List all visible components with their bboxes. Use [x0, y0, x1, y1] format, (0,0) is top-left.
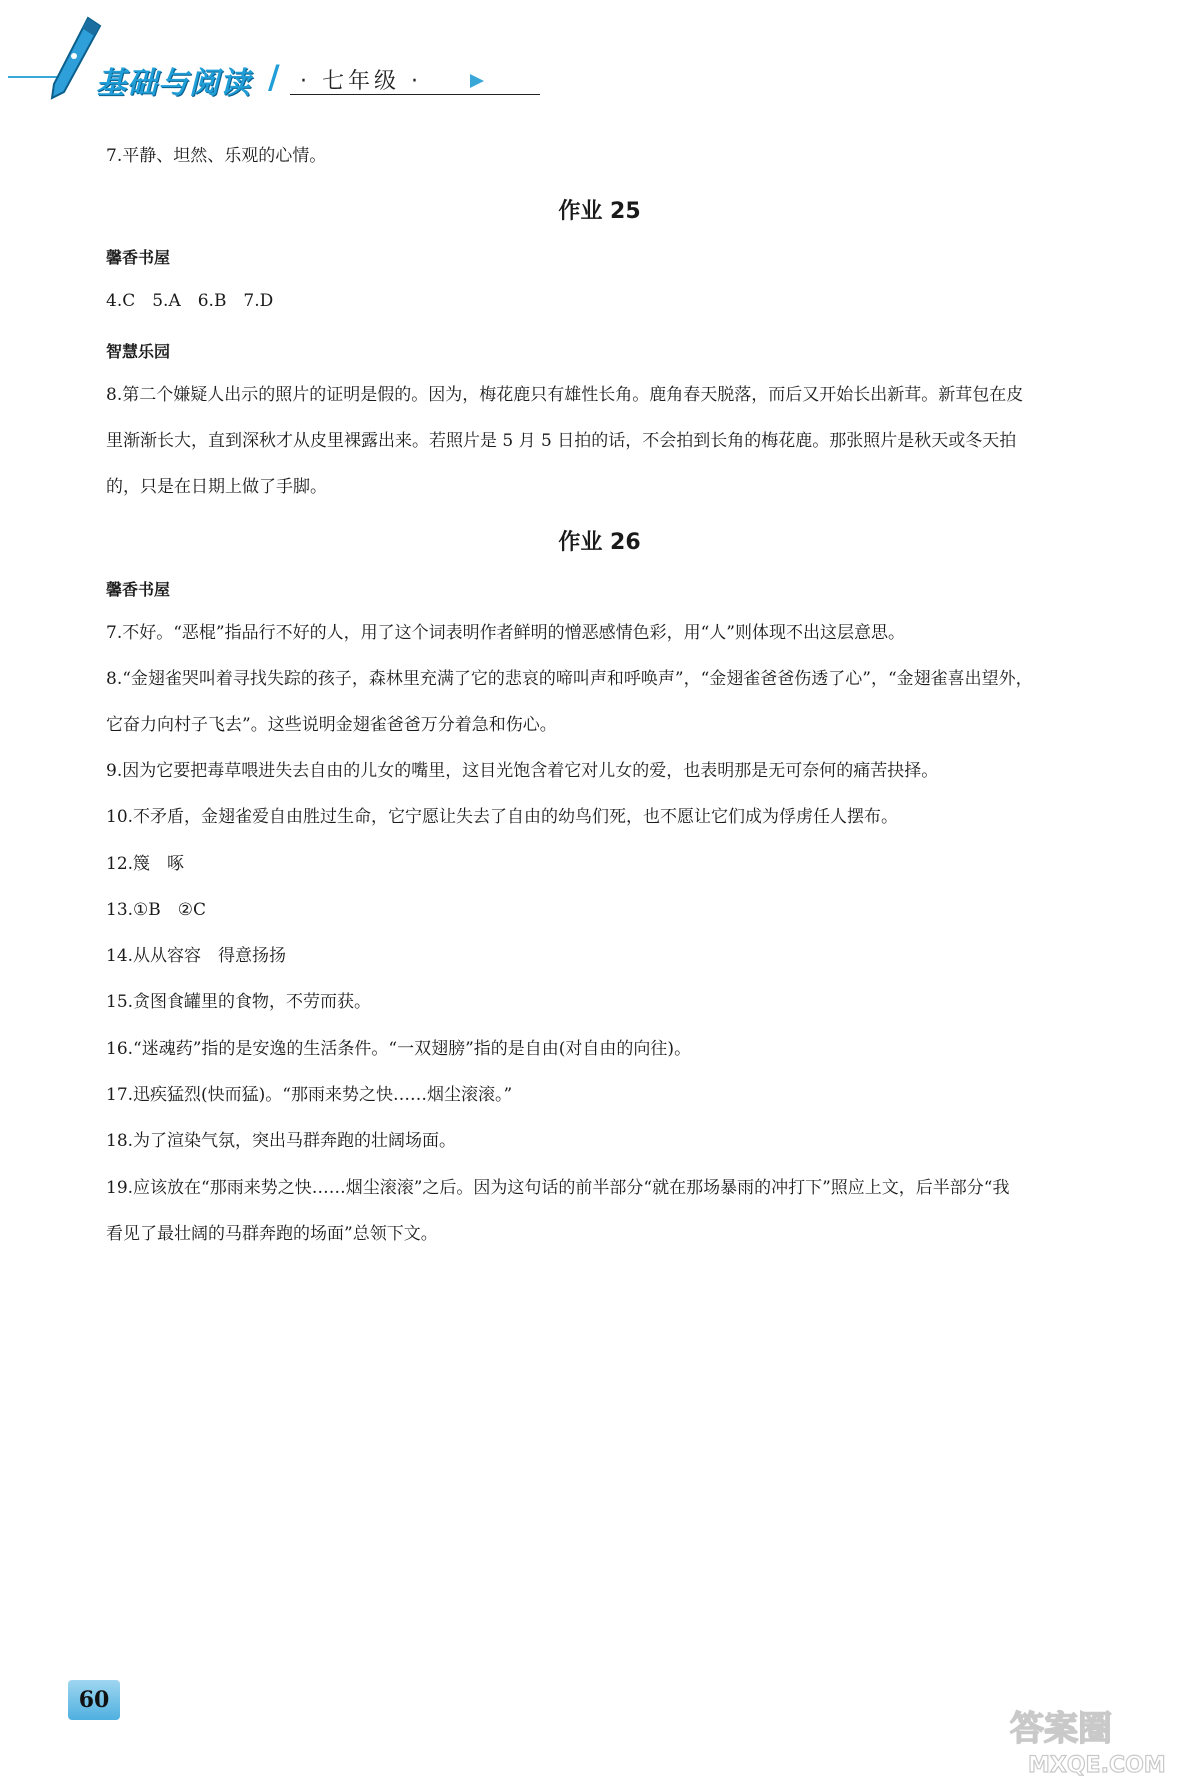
header-slash-icon: /	[268, 58, 280, 96]
subsection-title: 馨香书屋	[106, 248, 171, 267]
answer-line: 的，只是在日期上做了手脚。	[106, 477, 327, 497]
answer-line: 看见了最壮阔的马群奔跑的场面”总领下文。	[106, 1224, 438, 1244]
answer-line: 7.平静、坦然、乐观的心情。	[106, 146, 327, 166]
answer-line: 10.不矛盾，金翅雀爱自由胜过生命，它宁愿让失去了自由的幼鸟们死，也不愿让它们成为俘虏任人摆布。	[106, 807, 899, 827]
answer-line: 4.C 5.A 6.B 7.D	[106, 291, 274, 311]
answer-line: 19.应该放在“那雨来势之快……烟尘滚滚”之后。因为这句话的前半部分“就在那场暴雨的冲打下”照应上文，后半部分“我	[106, 1178, 1010, 1198]
answer-line: 9.因为它要把毒草喂进失去自由的儿女的嘴里，这目光饱含着它对儿女的爱，也表明那是无可奈何的痛苦抉择。	[106, 761, 939, 781]
svg-text:MXQE.COM: MXQE.COM	[1028, 1753, 1166, 1778]
header-grade: · 七年级 ·	[300, 69, 422, 94]
answer-line: 12.篾 啄	[106, 854, 185, 874]
answer-line: 8.第二个嫌疑人出示的照片的证明是假的。因为，梅花鹿只有雄性长角。鹿角春天脱落，而后又开始长出新茸。新茸包在皮	[106, 385, 1024, 405]
watermark-logo	[1000, 1700, 1180, 1780]
answer-line: 7.不好。“恶棍”指品行不好的人，用了这个词表明作者鲜明的憎恶感情色彩，用“人”则体现不出这层意思。	[106, 623, 905, 643]
answer-line: 13.①B ②C	[106, 900, 207, 920]
answer-line: 里渐渐长大，直到深秋才从皮里裸露出来。若照片是 5 月 5 日拍的话，不会拍到长角的梅花鹿。那张照片是秋天或冬天拍	[106, 431, 1017, 451]
section-title-26: 作业 26	[558, 530, 641, 555]
pen-icon	[44, 16, 104, 100]
page-number: 60	[68, 1680, 120, 1720]
answer-line: 15.贪图食罐里的食物，不劳而获。	[106, 992, 372, 1012]
subsection-title: 馨香书屋	[106, 580, 171, 599]
page-header	[0, 0, 1199, 120]
watermark-icon	[1000, 1700, 1180, 1780]
answer-line: 14.从从容容 得意扬扬	[106, 946, 287, 966]
header-title: 基础与阅读	[96, 66, 251, 101]
answer-line: 它奋力向村子飞去”。这些说明金翅雀爸爸万分着急和伤心。	[106, 715, 557, 735]
answer-line: 18.为了渲染气氛，突出马群奔跑的壮阔场面。	[106, 1131, 457, 1151]
svg-text:答案圈: 答案圈	[1010, 1709, 1112, 1749]
answer-line: 16.“迷魂药”指的是安逸的生活条件。“一双翅膀”指的是自由(对自由的向往)。	[106, 1039, 692, 1059]
answer-line: 17.迅疾猛烈(快而猛)。“那雨来势之快……烟尘滚滚。”	[106, 1085, 513, 1105]
header-arrow-icon	[470, 74, 484, 88]
subsection-title: 智慧乐园	[106, 342, 171, 361]
header-rule-grade	[290, 94, 480, 95]
answer-line: 8.“金翅雀哭叫着寻找失踪的孩子，森林里充满了它的悲哀的啼叫声和呼唤声”，“金翅雀爸爸伤透了心”，“金翅雀喜出望外，	[106, 669, 1033, 689]
section-title-25: 作业 25	[558, 199, 641, 224]
header-rule-right	[455, 94, 540, 95]
